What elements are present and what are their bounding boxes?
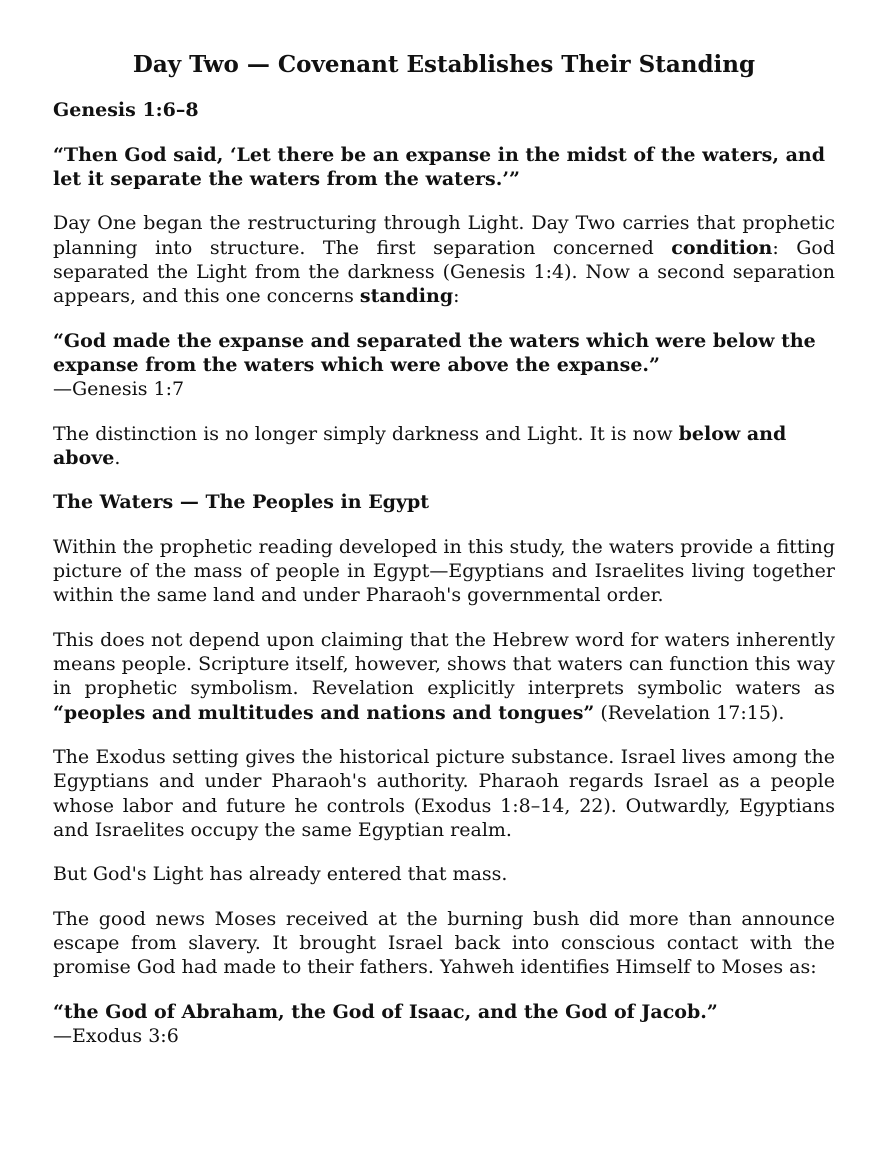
emphasis-below-and-above: below and above (53, 422, 787, 469)
paragraph-exodus-setting: The Exodus setting gives the historical picture substance. Israel lives among the Egyptians and under Pharaoh's authority. Pharaoh regards Israel as a people whose labor and future he controls (Exodus 1:8–14, 22). Outwardly, Egyptians and Israelites occupy the same Egyptian realm. (53, 746, 835, 841)
paragraph-text: . (114, 446, 121, 469)
page-title: Day Two — Covenant Establishes Their Standing (132, 51, 756, 78)
paragraph-text: (Revelation 17:15). (594, 701, 785, 724)
emphasis-condition: condition (671, 236, 773, 259)
paragraph-text: : (453, 285, 460, 307)
paragraph-text: Day One began the restructuring through Light. Day Two carries that prophetic planning into structure. The first separation concerned (53, 212, 835, 259)
paragraph-text: : God separated the Light from the darkness (Genesis 1:4). Now a second separation appears, and this one concerns (53, 236, 835, 307)
section-heading-waters: The Waters — The Peoples in Egypt (53, 491, 430, 514)
scripture-reference-heading: Genesis 1:6–8 (53, 99, 199, 121)
document-page (53, 50, 835, 1069)
quote-text: “the God of Abraham, the God of Isaac, and the God of Jacob.” (53, 1000, 718, 1023)
paragraph-distinction (53, 422, 835, 470)
block-quote-exodus-3-6 (53, 1000, 835, 1048)
paragraph-gods-light: But God's Light has already entered that mass. (53, 863, 508, 886)
paragraph-text: This does not depend upon claiming that the Hebrew word for waters inherently means people. Scripture itself, however, shows that waters can function this way in prophetic symbolism. Revelation explicitly interprets symbolic waters as (53, 628, 835, 700)
paragraph-day-one-restructuring (53, 211, 835, 308)
block-quote-genesis-1-7 (53, 329, 835, 402)
emphasis-peoples-quote: “peoples and multitudes and nations and tongues” (53, 701, 595, 724)
emphasis-standing: standing (359, 285, 454, 307)
opening-scripture-quote: “Then God said, ‘Let there be an expanse in the midst of the waters, and let it separate the waters from the waters.’” (53, 143, 826, 190)
paragraph-hebrew-word (53, 628, 835, 725)
quote-reference: —Exodus 3:6 (53, 1025, 179, 1048)
quote-text: “God made the expanse and separated the waters which were below the expanse from the waters which were above the expanse.” (53, 329, 816, 376)
paragraph-text: The distinction is no longer simply darkness and Light. It is now (53, 422, 679, 445)
paragraph-prophetic-reading: Within the prophetic reading developed in this study, the waters provide a fitting picture of the mass of people in Egypt—Egyptians and Israelites living together within the same land and under Pharaoh's governmental order. (53, 535, 835, 607)
paragraph-burning-bush: The good news Moses received at the burning bush did more than announce escape from slavery. It brought Israel back into conscious contact with the promise God had made to their fathers. Yahweh identifies Himself to Moses as: (53, 907, 835, 979)
quote-reference: —Genesis 1:7 (53, 378, 185, 400)
